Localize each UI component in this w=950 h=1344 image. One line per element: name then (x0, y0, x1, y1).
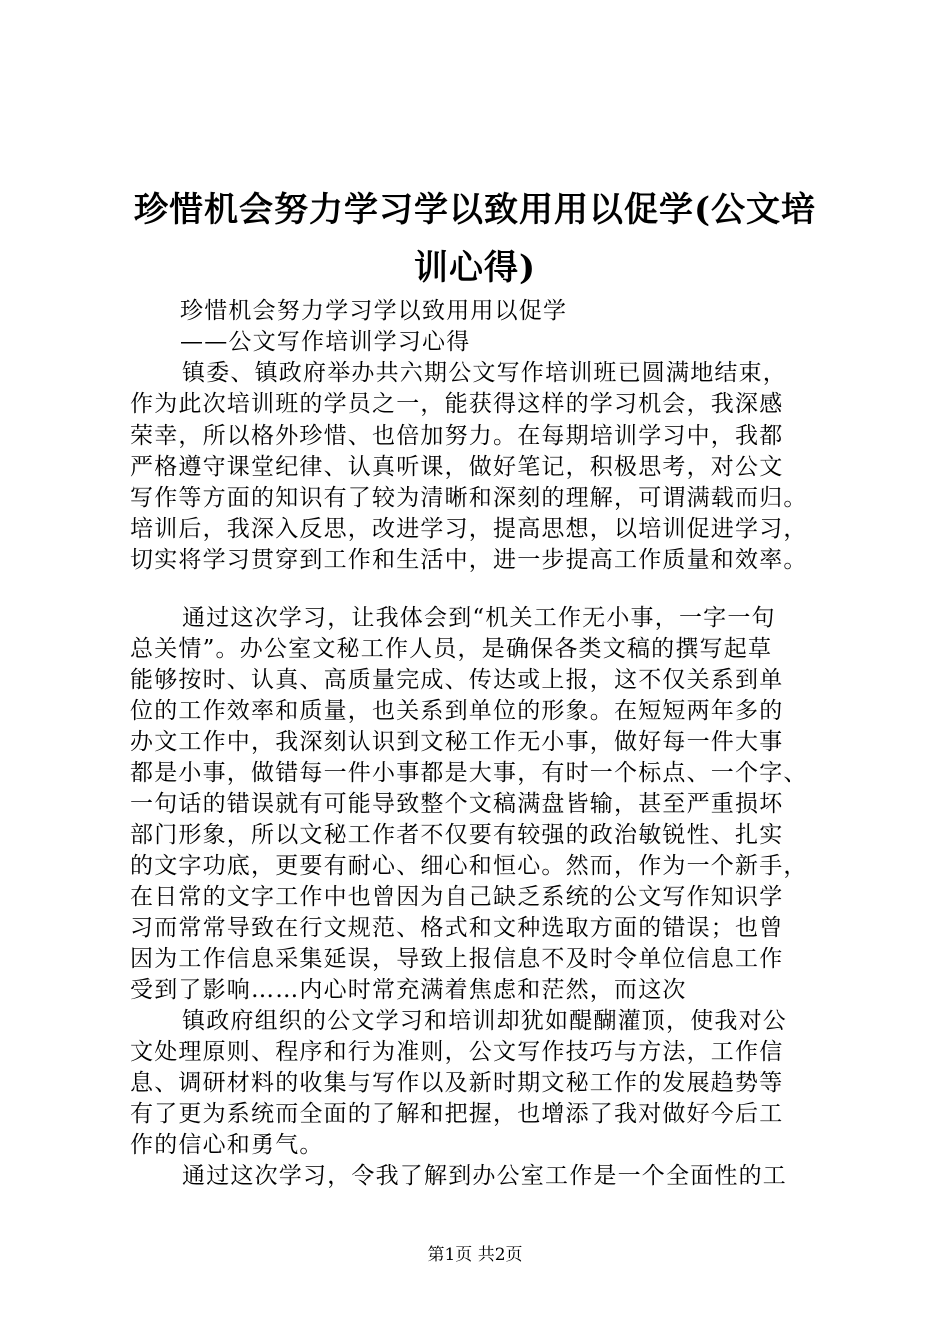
body-text-line: 一句话的错误就有可能导致整个文稿满盘皆输，甚至严重损坏 (130, 791, 784, 817)
body-text-line: 的文字功底，更要有耐心、细心和恒心。然而，作为一个新手， (130, 853, 808, 879)
body-text-line: 镇委、镇政府举办共六期公文写作培训班已圆满地结束， (182, 360, 787, 386)
body-text-line: 作为此次培训班的学员之一，能获得这样的学习机会，我深感 (130, 391, 784, 417)
body-text-line: 作的信心和勇气。 (130, 1132, 324, 1158)
body-text-line: 文处理原则、程序和行为准则，公文写作技巧与方法，工作信 (130, 1039, 784, 1065)
body-text-line: 部门形象，所以文秘工作者不仅要有较强的政治敏锐性、扎实 (130, 822, 784, 848)
body-text-line: 荣幸，所以格外珍惜、也倍加努力。在每期培训学习中，我都 (130, 423, 784, 449)
body-text-line: 切实将学习贯穿到工作和生活中，进一步提高工作质量和效率。 (130, 547, 808, 573)
body-text-line: 在日常的文字工作中也曾因为自己缺乏系统的公文写作知识学 (130, 884, 784, 910)
body-text-line: 镇政府组织的公文学习和培训却犹如醍醐灌顶，使我对公 (182, 1008, 787, 1034)
body-text-line: 通过这次学习，让我体会到“机关工作无小事，一字一句 (182, 605, 776, 631)
document-title-line-2: 训心得) (413, 248, 537, 288)
body-text-line: 都是小事，做错每一件小事都是大事，有时一个标点、一个字、 (130, 760, 808, 786)
body-text-line: 培训后，我深入反思，改进学习，提高思想，以培训促进学习， (130, 516, 808, 542)
body-text-line: 息、调研材料的收集与写作以及新时期文秘工作的发展趋势等 (130, 1070, 784, 1096)
subtitle-line: ——公文写作培训学习心得 (180, 329, 471, 355)
body-text-line: 有了更为系统而全面的了解和把握，也增添了我对做好今后工 (130, 1101, 784, 1127)
body-text-line: 总关情”。办公室文秘工作人员，是确保各类文稿的撰写起草 (130, 636, 773, 662)
body-text-line: 习而常常导致在行文规范、格式和文种选取方面的错误；也曾 (130, 915, 784, 941)
body-text-line: 写作等方面的知识有了较为清晰和深刻的理解，可谓满载而归。 (130, 485, 808, 511)
body-text-line: 位的工作效率和质量，也关系到单位的形象。在短短两年多的 (130, 698, 784, 724)
document-title-line-1: 珍惜机会努力学习学以致用用以促学(公文培 (133, 190, 817, 230)
body-text-line: 能够按时、认真、高质量完成、传达或上报，这不仅关系到单 (130, 667, 784, 693)
body-text-line: 通过这次学习，令我了解到办公室工作是一个全面性的工 (182, 1163, 787, 1189)
page-number-footer: 第1页 共2页 (427, 1245, 523, 1265)
body-text-line: 受到了影响……内心时常充满着焦虑和茫然，而这次 (130, 977, 687, 1003)
body-text-line: 办文工作中，我深刻认识到文秘工作无小事，做好每一件大事 (130, 729, 784, 755)
body-text-line: 因为工作信息采集延误，导致上报信息不及时令单位信息工作 (130, 946, 784, 972)
body-text-line: 严格遵守课堂纪律、认真听课，做好笔记，积极思考，对公文 (130, 454, 784, 480)
subtitle-line: 珍惜机会努力学习学以致用用以促学 (180, 298, 568, 324)
